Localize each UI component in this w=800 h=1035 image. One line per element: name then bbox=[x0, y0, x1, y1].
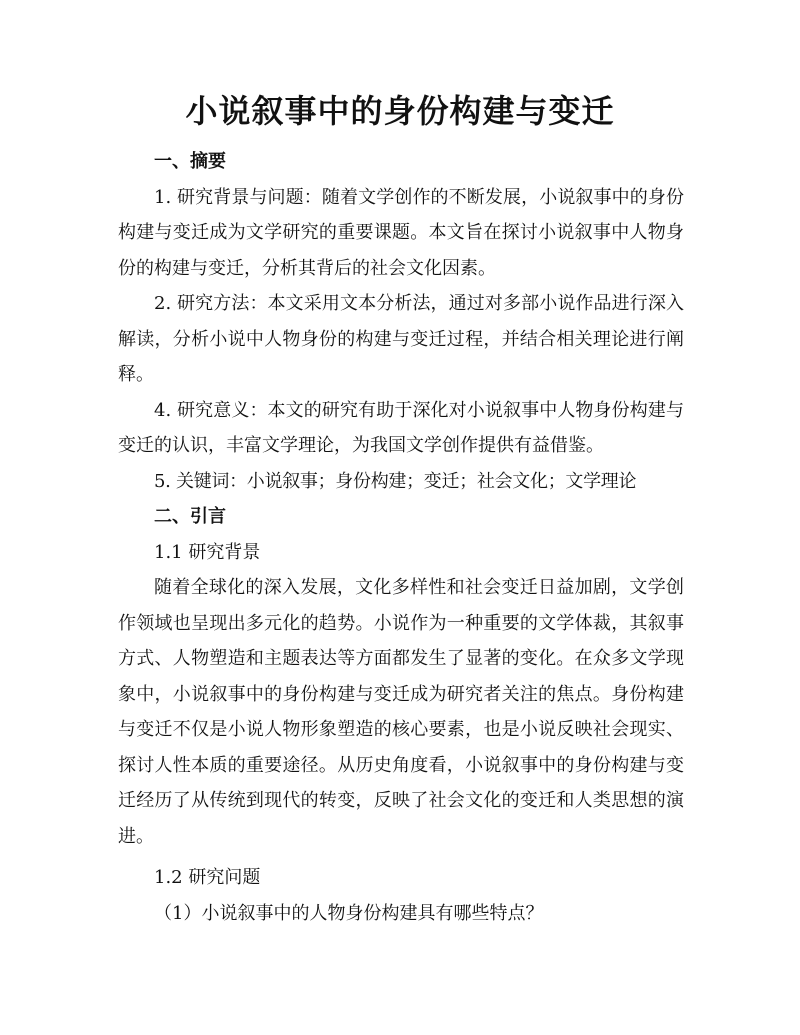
document-title: 小说叙事中的身份构建与变迁 bbox=[185, 92, 615, 130]
intro-heading: 二、引言 bbox=[154, 506, 226, 527]
research-question-1: （1）小说叙事中的人物身份构建具有哪些特点？ bbox=[154, 902, 544, 924]
abstract-heading: 一、摘要 bbox=[154, 151, 226, 172]
background-paragraph: 随着全球化的深入发展，文化多样性和社会变迁日益加剧，文学创作领域也呈现出多元化的趋势。小说作为一种重要的文学体裁，其叙事方式、人物塑造和主题表达等方面都发生了显著的变化。在众多文学现象中，小说叙事中的身份构建与变迁成为研究者关注的焦点。身份构建与变迁不仅是小说人物形象塑造的核心要素，也是小说反映社会现实、探讨人性本质的重要途径。从历史角度看，小说叙事中的身份构建与变迁经历了从传统到现代的转变，反映了社会文化的变迁和人类思想的演进。 bbox=[118, 577, 684, 847]
abstract-item-method: 2. 研究方法：本文采用文本分析法，通过对多部小说作品进行深入解读，分析小说中人物身份的构建与变迁过程，并结合相关理论进行阐释。 bbox=[118, 293, 684, 385]
abstract-item-keywords: 5. 关键词：小说叙事；身份构建；变迁；社会文化；文学理论 bbox=[154, 470, 637, 492]
abstract-item-significance: 4. 研究意义：本文的研究有助于深化对小说叙事中人物身份构建与变迁的认识，丰富文学理论，为我国文学创作提供有益借鉴。 bbox=[118, 399, 684, 456]
section-1-2-heading: 1.2 研究问题 bbox=[154, 867, 261, 888]
abstract-item-background: 1. 研究背景与问题：随着文学创作的不断发展，小说叙事中的身份构建与变迁成为文学研究的重要课题。本文旨在探讨小说叙事中人物身份的构建与变迁，分析其背后的社会文化因素。 bbox=[118, 186, 684, 279]
document-body bbox=[118, 144, 684, 931]
section-1-1-heading: 1.1 研究背景 bbox=[154, 541, 261, 563]
